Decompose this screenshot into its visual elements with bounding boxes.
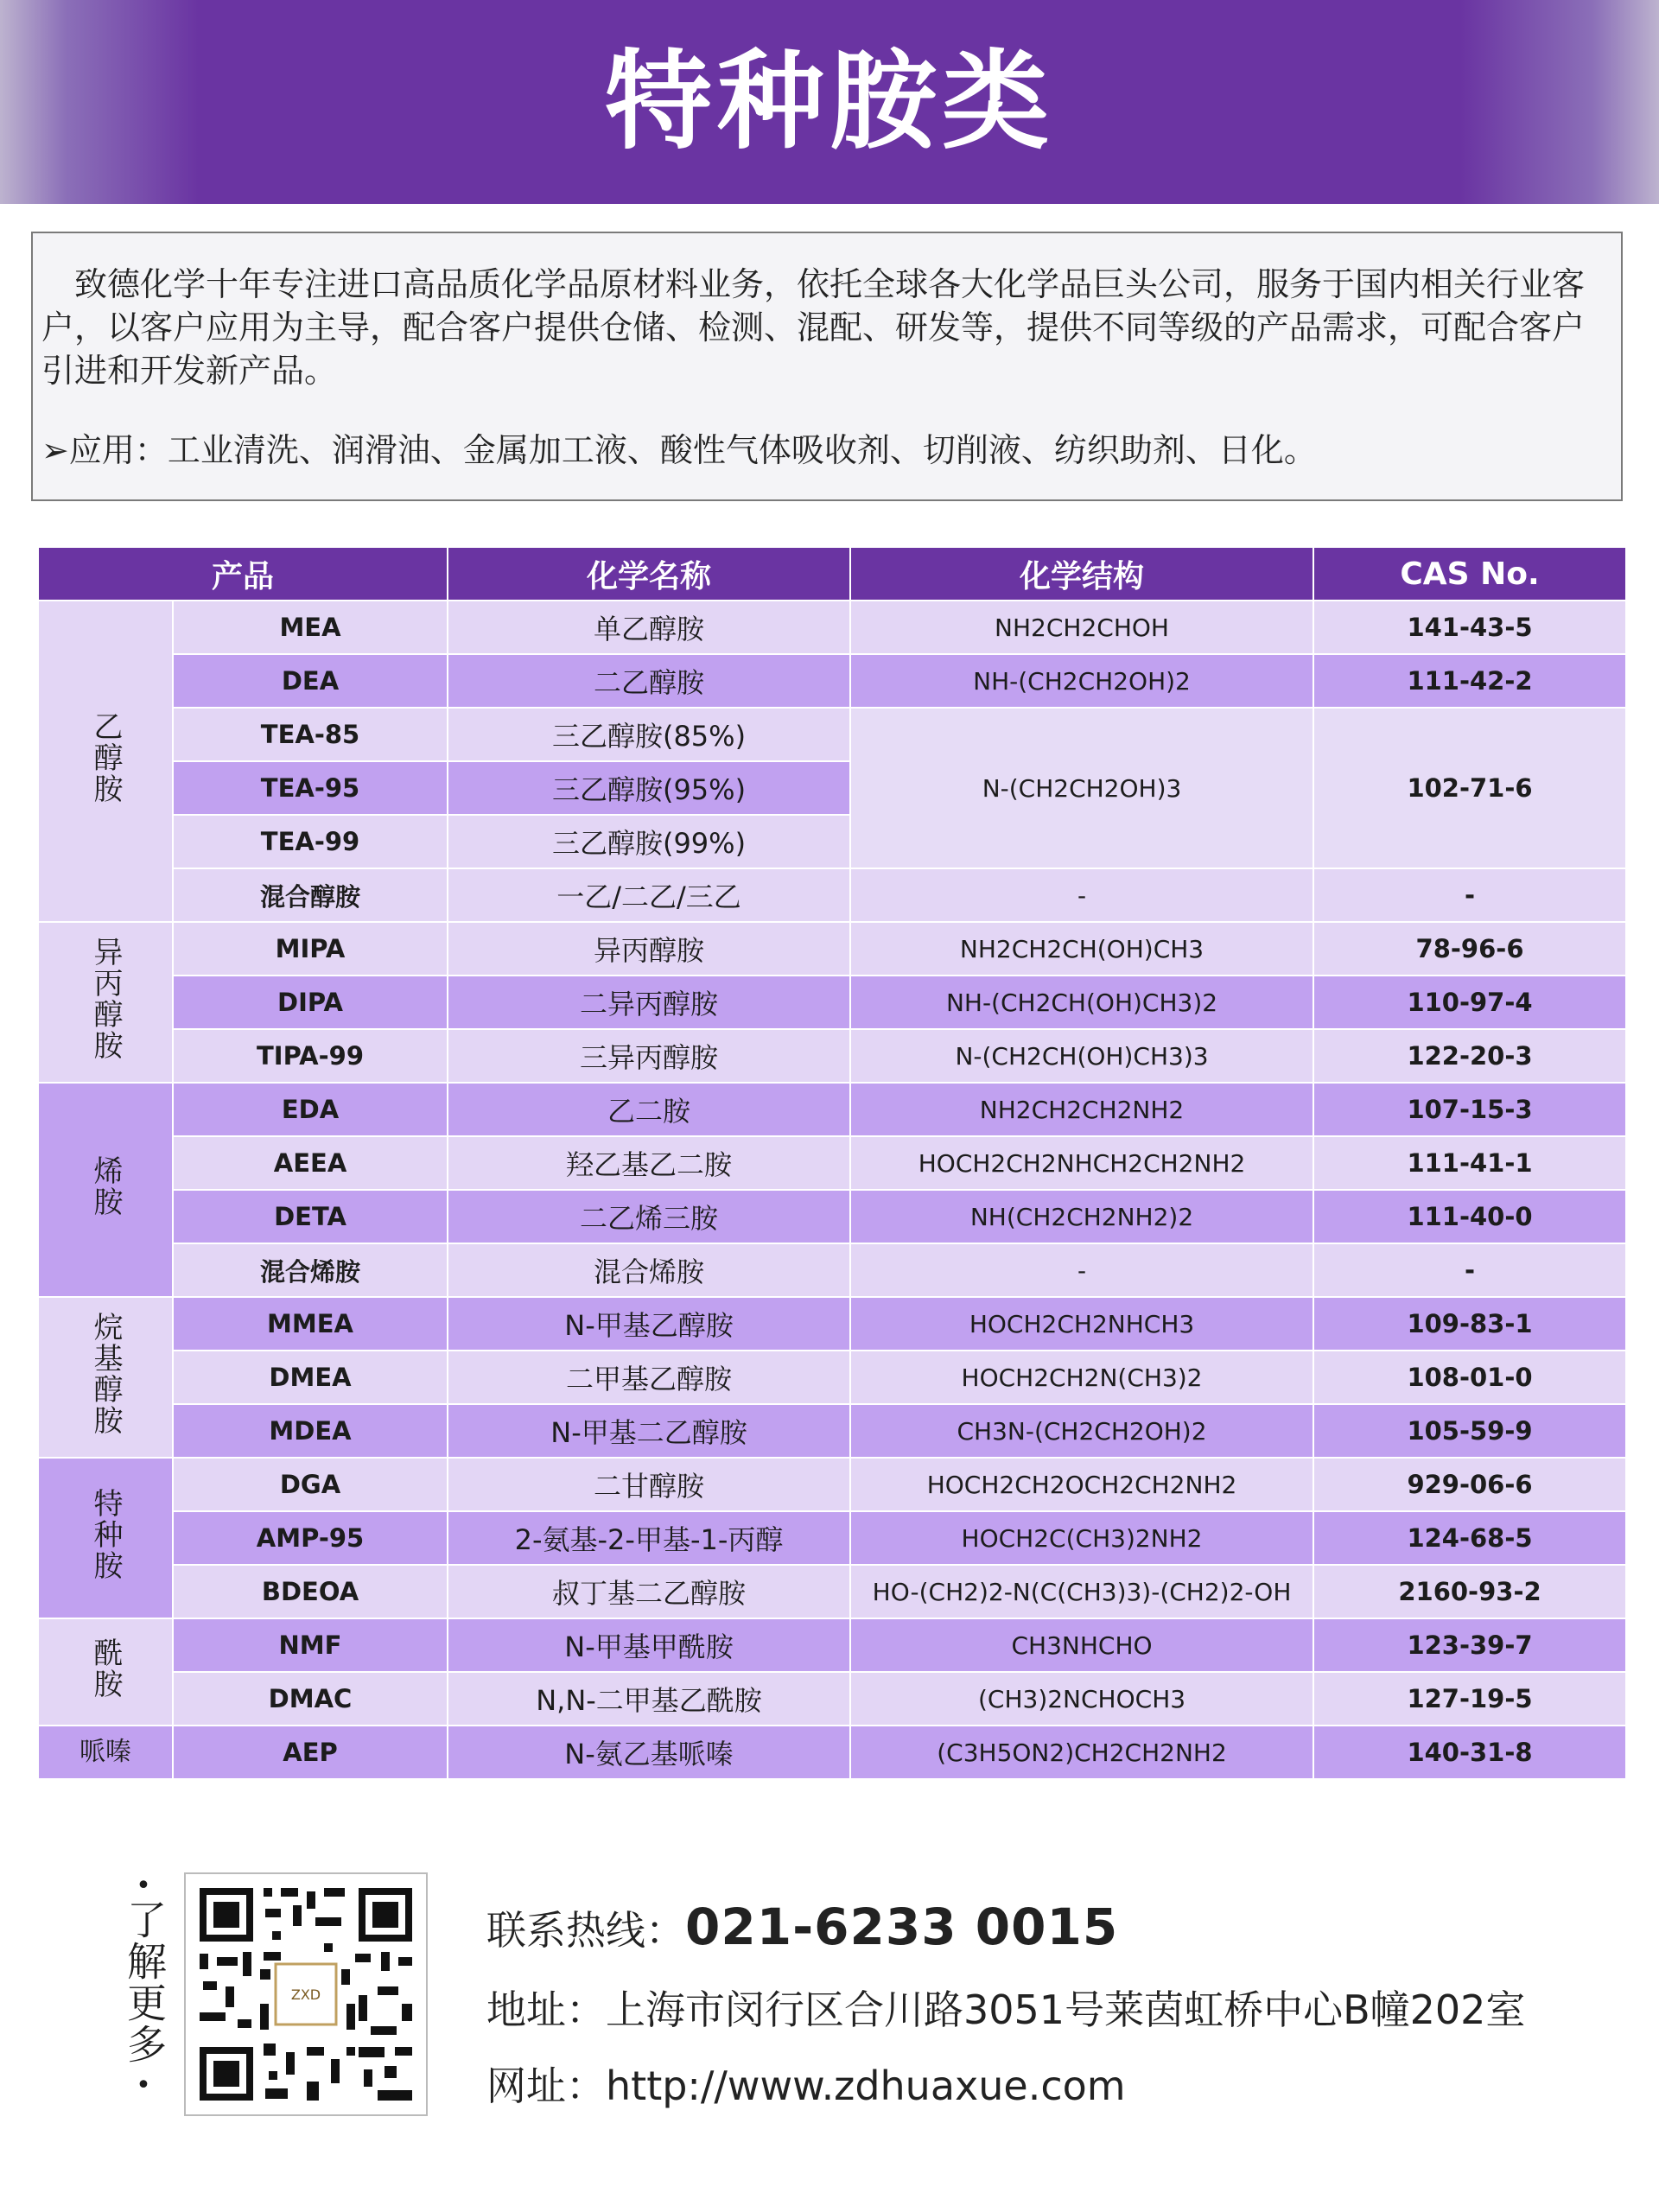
cas-number: 141-43-5 xyxy=(1313,601,1626,654)
chem-name: 二甘醇胺 xyxy=(448,1458,850,1511)
chem-structure: HO-(CH2)2-N(C(CH3)3)-(CH2)2-OH xyxy=(850,1565,1313,1618)
category-ethanolamine: 乙醇胺 xyxy=(88,711,123,804)
table-header-row xyxy=(38,547,1626,601)
chem-structure: NH2CH2CH(OH)CH3 xyxy=(850,922,1313,976)
chem-name: N,N-二甲基乙酰胺 xyxy=(448,1672,850,1726)
chem-name: 异丙醇胺 xyxy=(448,922,850,976)
header-product: 产品 xyxy=(38,547,448,601)
product-code: TEA-99 xyxy=(173,815,448,868)
chem-structure: CH3N-(CH2CH2OH)2 xyxy=(850,1404,1313,1458)
product-code: DMAC xyxy=(173,1672,448,1726)
table-row xyxy=(38,1029,1626,1083)
product-code: MMEA xyxy=(173,1297,448,1351)
category-amide: 酰胺 xyxy=(88,1637,123,1700)
cas-number: 111-40-0 xyxy=(1313,1190,1626,1243)
table-row xyxy=(38,601,1626,654)
cas-number: 108-01-0 xyxy=(1313,1351,1626,1404)
chem-name: N-甲基二乙醇胺 xyxy=(448,1404,850,1458)
chem-structure: - xyxy=(850,868,1313,922)
product-code: AEP xyxy=(173,1726,448,1779)
category-ethyleneamine: 烯胺 xyxy=(88,1155,123,1217)
table-row xyxy=(38,1136,1626,1190)
chem-structure: NH(CH2CH2NH2)2 xyxy=(850,1190,1313,1243)
table-row xyxy=(38,1726,1626,1779)
table-row xyxy=(38,1404,1626,1458)
cas-number: 2160-93-2 xyxy=(1313,1565,1626,1618)
chem-structure: HOCH2CH2N(CH3)2 xyxy=(850,1351,1313,1404)
hotline-label: 联系热线： xyxy=(486,1907,685,1954)
product-code: DGA xyxy=(173,1458,448,1511)
header-chem-name: 化学名称 xyxy=(448,547,850,601)
table-row xyxy=(38,1511,1626,1565)
table-row xyxy=(38,1190,1626,1243)
chem-name: 三乙醇胺(85%) xyxy=(448,708,850,761)
hotline xyxy=(486,1897,1118,1956)
chem-structure: (C3H5ON2)CH2CH2NH2 xyxy=(850,1726,1313,1779)
table-row xyxy=(38,1458,1626,1511)
application-line: ➢应用：工业清洗、润滑油、金属加工液、酸性气体吸收剂、切削液、纺织助剂、日化。 xyxy=(41,431,1317,469)
table-row xyxy=(38,1351,1626,1404)
product-code: 混合醇胺 xyxy=(173,868,448,922)
table-row xyxy=(38,1083,1626,1136)
chem-structure: HOCH2CH2OCH2CH2NH2 xyxy=(850,1458,1313,1511)
table-row xyxy=(38,1618,1626,1672)
cas-number: 105-59-9 xyxy=(1313,1404,1626,1458)
product-code: DETA xyxy=(173,1190,448,1243)
page-title: 特种胺类 xyxy=(604,40,1054,164)
product-code: AMP-95 xyxy=(173,1511,448,1565)
product-code: MIPA xyxy=(173,922,448,976)
cas-number: 140-31-8 xyxy=(1313,1726,1626,1779)
product-code: MEA xyxy=(173,601,448,654)
category-cell xyxy=(38,1618,173,1726)
chem-structure: HOCH2CH2NHCH3 xyxy=(850,1297,1313,1351)
website-label: 网址： xyxy=(486,2063,606,2109)
chem-name: 二乙醇胺 xyxy=(448,654,850,708)
product-code: TEA-95 xyxy=(173,761,448,815)
chem-name: 二异丙醇胺 xyxy=(448,976,850,1029)
product-code: 混合烯胺 xyxy=(173,1243,448,1297)
chem-name: 三乙醇胺(95%) xyxy=(448,761,850,815)
chem-structure: N-(CH2CH(OH)CH3)3 xyxy=(850,1029,1313,1083)
product-code: DMEA xyxy=(173,1351,448,1404)
product-code: EDA xyxy=(173,1083,448,1136)
cas-number: 109-83-1 xyxy=(1313,1297,1626,1351)
chem-name: 单乙醇胺 xyxy=(448,601,850,654)
category-cell xyxy=(38,1083,173,1297)
table-row xyxy=(38,1565,1626,1618)
chem-structure: NH-(CH2CH2OH)2 xyxy=(850,654,1313,708)
category-cell xyxy=(38,922,173,1083)
table-row xyxy=(38,922,1626,976)
chem-structure: CH3NHCHO xyxy=(850,1618,1313,1672)
chem-name: 乙二胺 xyxy=(448,1083,850,1136)
chem-name: 二乙烯三胺 xyxy=(448,1190,850,1243)
bullet-dot: • xyxy=(136,2070,151,2101)
chem-structure: (CH3)2NCHOCH3 xyxy=(850,1672,1313,1726)
cas-number: 124-68-5 xyxy=(1313,1511,1626,1565)
product-code: DEA xyxy=(173,654,448,708)
cas-number: 102-71-6 xyxy=(1313,708,1626,868)
chem-structure: HOCH2C(CH3)2NH2 xyxy=(850,1511,1313,1565)
category-alkylalkanolamine: 烷基醇胺 xyxy=(88,1312,123,1436)
product-code: DIPA xyxy=(173,976,448,1029)
table-row xyxy=(38,708,1626,761)
table-row xyxy=(38,868,1626,922)
chem-name: 叔丁基二乙醇胺 xyxy=(448,1565,850,1618)
qr-center-logo: ZXD xyxy=(290,1986,321,2003)
table-row xyxy=(38,1672,1626,1726)
category-specialamine: 特种胺 xyxy=(88,1488,123,1581)
learn-more-text: 了解更多 xyxy=(121,1899,168,2065)
cas-number: 110-97-4 xyxy=(1313,976,1626,1029)
chem-structure: NH2CH2CHOH xyxy=(850,601,1313,654)
chem-name: 混合烯胺 xyxy=(448,1243,850,1297)
cas-number: 111-41-1 xyxy=(1313,1136,1626,1190)
website xyxy=(486,2055,1126,2112)
chem-name: 2-氨基-2-甲基-1-丙醇 xyxy=(448,1511,850,1565)
product-code: TEA-85 xyxy=(173,708,448,761)
intro-box xyxy=(31,232,1623,501)
chem-structure: NH-(CH2CH(OH)CH3)2 xyxy=(850,976,1313,1029)
product-code: BDEOA xyxy=(173,1565,448,1618)
address-value: 上海市闵行区合川路3051号莱茵虹桥中心B幢202室 xyxy=(606,1986,1526,2033)
header-structure: 化学结构 xyxy=(850,547,1313,601)
chem-structure: N-(CH2CH2OH)3 xyxy=(850,708,1313,868)
learn-more-label xyxy=(121,1871,168,2101)
cas-number: 127-19-5 xyxy=(1313,1672,1626,1726)
category-cell xyxy=(38,601,173,922)
cas-number: 929-06-6 xyxy=(1313,1458,1626,1511)
table-row xyxy=(38,654,1626,708)
product-code: NMF xyxy=(173,1618,448,1672)
chem-structure: HOCH2CH2NHCH2CH2NH2 xyxy=(850,1136,1313,1190)
product-code: TIPA-99 xyxy=(173,1029,448,1083)
address xyxy=(486,1979,1525,2036)
product-code: AEEA xyxy=(173,1136,448,1190)
chem-name: 羟乙基乙二胺 xyxy=(448,1136,850,1190)
table-row xyxy=(38,976,1626,1029)
website-link[interactable]: http://www.zdhuaxue.com xyxy=(606,2063,1126,2109)
product-table xyxy=(37,546,1627,1780)
chem-structure: NH2CH2CH2NH2 xyxy=(850,1083,1313,1136)
cas-number: - xyxy=(1313,868,1626,922)
product-code: MDEA xyxy=(173,1404,448,1458)
category-cell xyxy=(38,1297,173,1458)
qr-code-icon xyxy=(186,1874,426,2114)
chem-name: N-氨乙基哌嗪 xyxy=(448,1726,850,1779)
category-isopropanolamine: 异丙醇胺 xyxy=(88,937,123,1061)
qr-code[interactable] xyxy=(184,1872,428,2116)
chem-name: 三乙醇胺(99%) xyxy=(448,815,850,868)
hotline-number[interactable]: 021-6233 0015 xyxy=(685,1897,1119,1956)
chem-name: 一乙/二乙/三乙 xyxy=(448,868,850,922)
category-cell xyxy=(38,1458,173,1618)
cas-number: 78-96-6 xyxy=(1313,922,1626,976)
cas-number: 111-42-2 xyxy=(1313,654,1626,708)
category-piperazine: 哌嗪 xyxy=(38,1726,173,1779)
chem-name: N-甲基甲酰胺 xyxy=(448,1618,850,1672)
table-row xyxy=(38,1297,1626,1351)
address-label: 地址： xyxy=(486,1986,606,2033)
chem-name: 二甲基乙醇胺 xyxy=(448,1351,850,1404)
cas-number: 123-39-7 xyxy=(1313,1618,1626,1672)
header-cas: CAS No. xyxy=(1313,547,1626,601)
bullet-dot: • xyxy=(136,1871,151,1901)
cas-number: 107-15-3 xyxy=(1313,1083,1626,1136)
chem-structure: - xyxy=(850,1243,1313,1297)
table-row xyxy=(38,1243,1626,1297)
cas-number: - xyxy=(1313,1243,1626,1297)
chem-name: 三异丙醇胺 xyxy=(448,1029,850,1083)
chem-name: N-甲基乙醇胺 xyxy=(448,1297,850,1351)
intro-paragraph: 致德化学十年专注进口高品质化学品原材料业务，依托全球各大化学品巨头公司，服务于国内相关行业客户，以客户应用为主导，配合客户提供仓储、检测、混配、研发等，提供不同等级的产品需求，可配合客户引进和开发新产品。 xyxy=(41,265,1586,390)
cas-number: 122-20-3 xyxy=(1313,1029,1626,1083)
